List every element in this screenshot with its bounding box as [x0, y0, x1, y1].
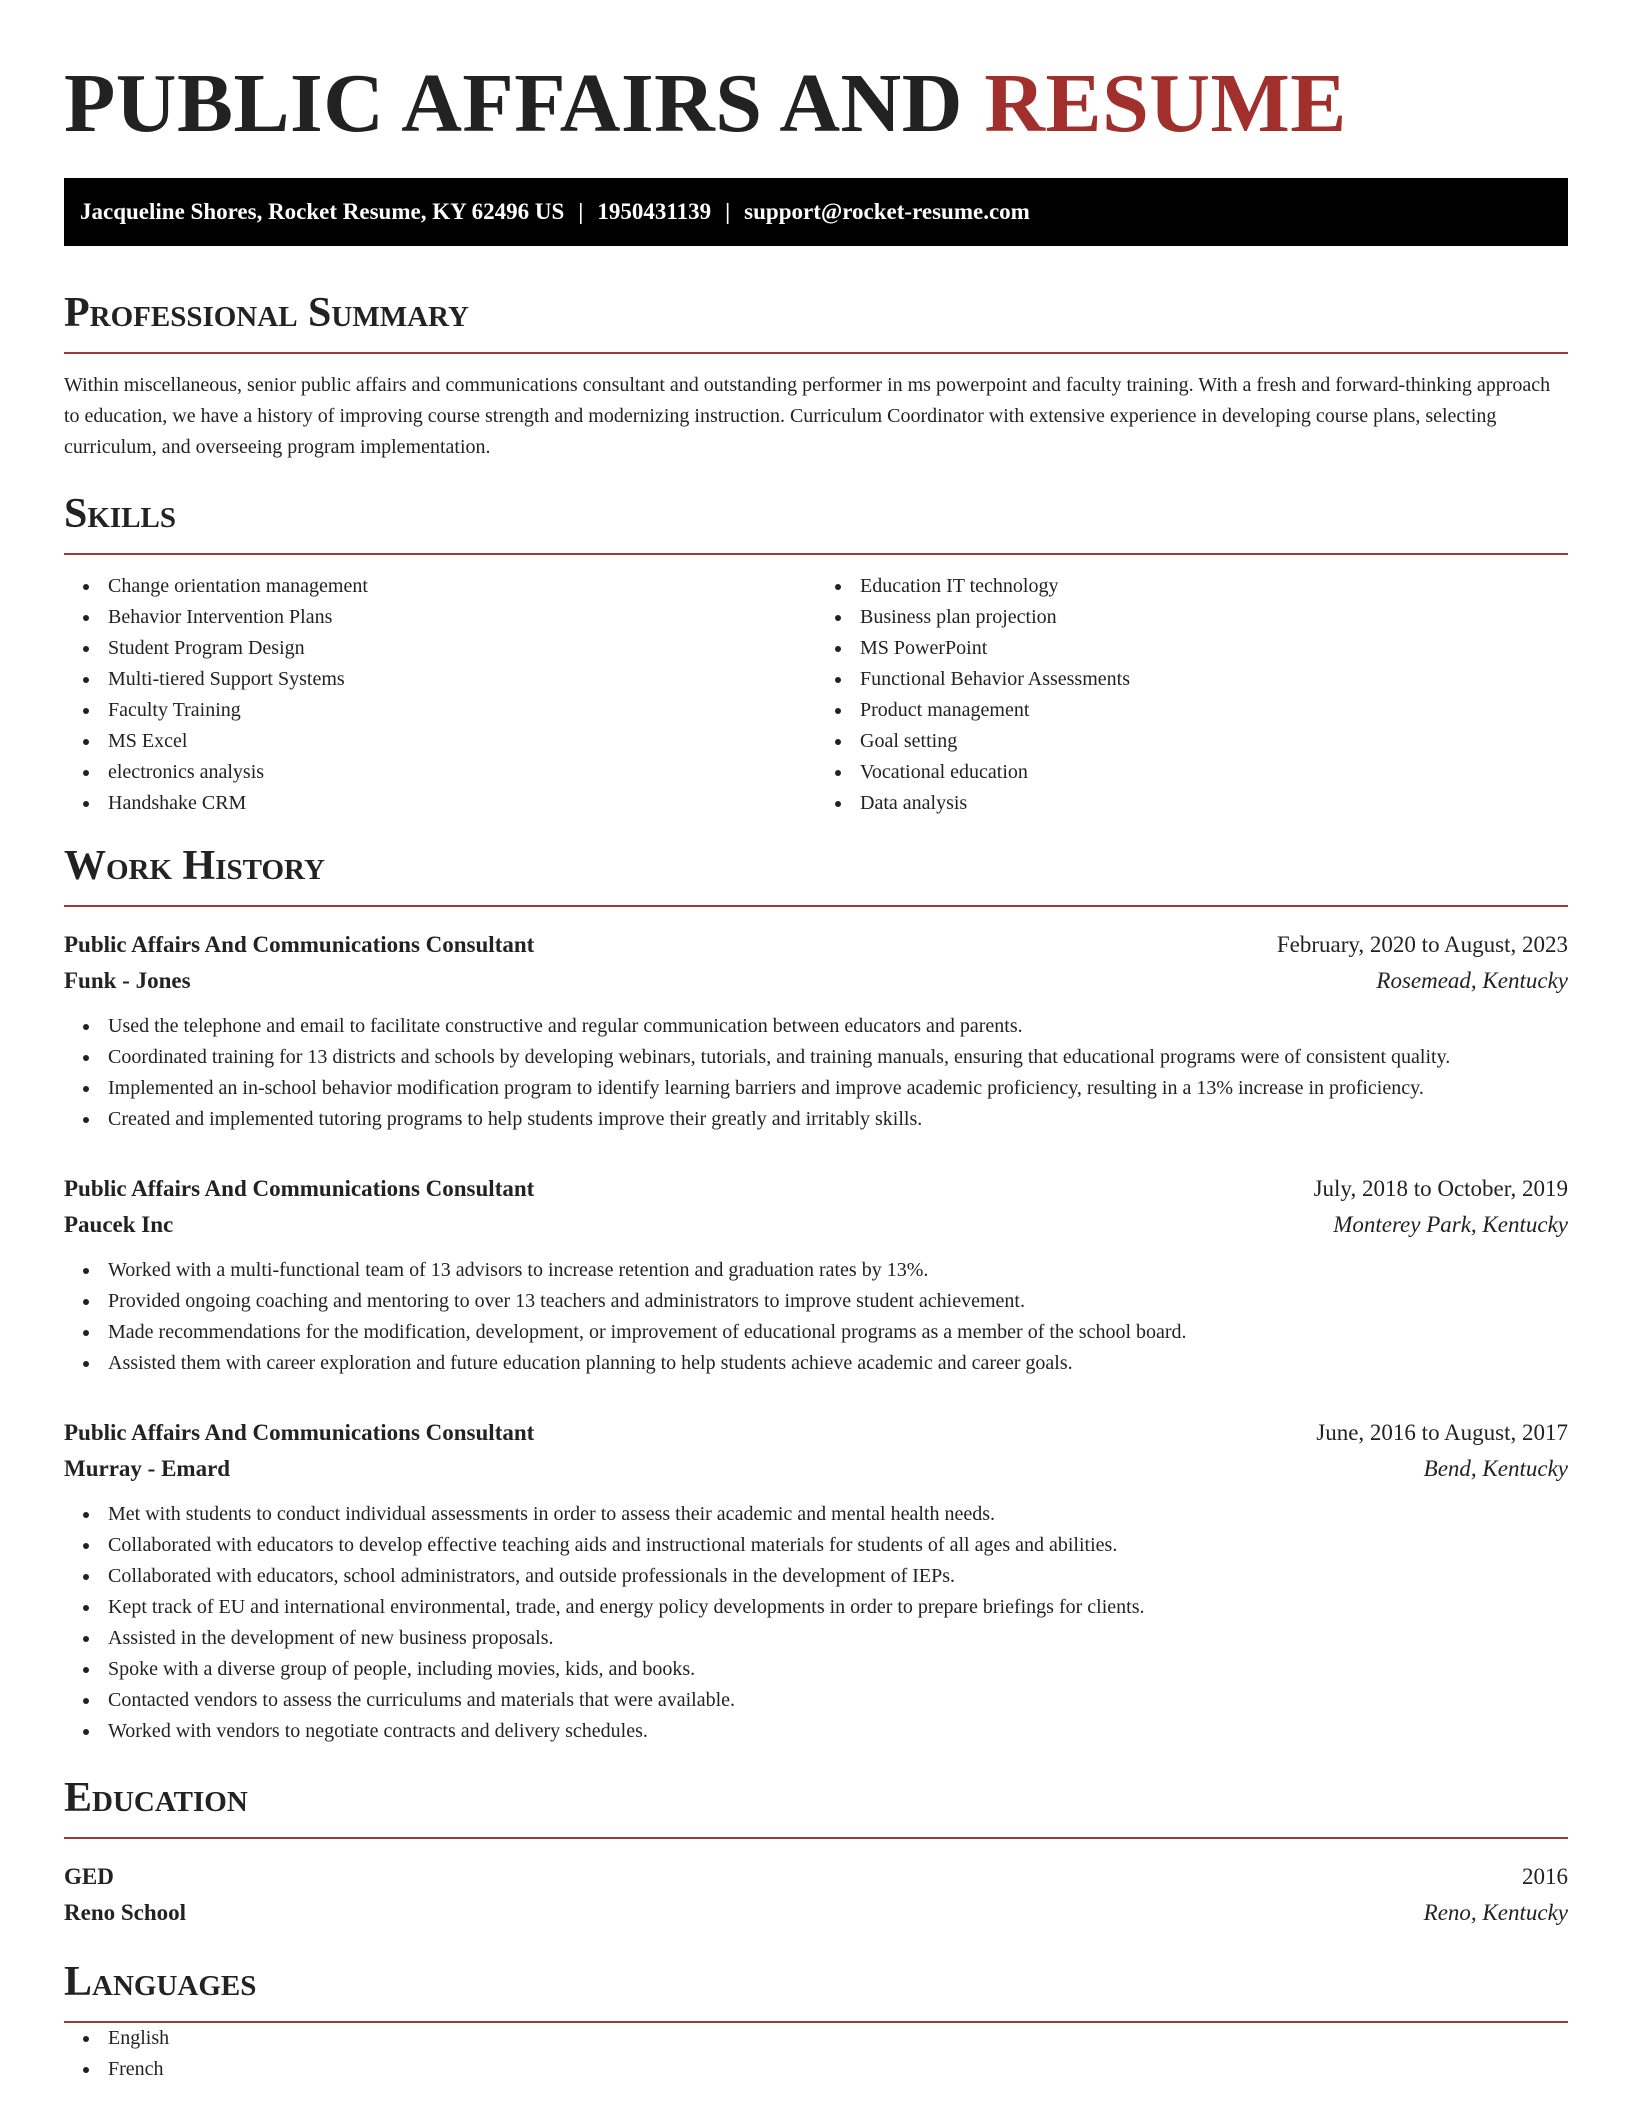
- education-entry: [64, 1859, 1568, 1931]
- skill-item: Faculty Training: [108, 695, 816, 726]
- language-item: English: [108, 2023, 1568, 2054]
- education-heading: Education: [64, 1773, 1568, 1839]
- job-bullets: [64, 1011, 1568, 1135]
- job-bullet: Collaborated with educators to develop effective teaching aids and instructional materials for students of all ages and abilities.: [108, 1530, 1568, 1561]
- resume-content: [64, 0, 1568, 2085]
- job-entry: [64, 1415, 1568, 1747]
- job-bullet: Assisted in the development of new business proposals.: [108, 1623, 1568, 1654]
- job-bullet: Collaborated with educators, school administrators, and outside professionals in the development of IEPs.: [108, 1561, 1568, 1592]
- skill-item: Behavior Intervention Plans: [108, 602, 816, 633]
- work-history-heading: Work History: [64, 841, 1568, 907]
- languages-list: [64, 2023, 1568, 2085]
- contact-address: Jacqueline Shores, Rocket Resume, KY 62496 US: [80, 199, 565, 224]
- title-main: PUBLIC AFFAIRS AND: [64, 57, 963, 150]
- skill-item: Multi-tiered Support Systems: [108, 664, 816, 695]
- skill-item: Change orientation management: [108, 571, 816, 602]
- job-bullet: Created and implemented tutoring programs to help students improve their greatly and irritably skills.: [108, 1104, 1568, 1135]
- job-title-row: [64, 927, 1568, 963]
- skills-list-right: [816, 571, 1568, 819]
- summary-text: Within miscellaneous, senior public affairs and communications consultant and outstanding performer in ms powerpoint and faculty training. With a fresh and forward-thinking approach to education, we have a history of improving course strength and modernizing instruction. Curriculum Coordinator with extensive experience in developing course plans, selecting curriculum, and overseeing program implementation.: [64, 374, 1551, 458]
- contact-email: support@rocket-resume.com: [744, 199, 1030, 224]
- job-location: Bend, Kentucky: [1423, 1456, 1568, 1481]
- job-entry: [64, 1171, 1568, 1379]
- job-bullet: Provided ongoing coaching and mentoring to over 13 teachers and administrators to improve student achievement.: [108, 1286, 1568, 1317]
- job-bullets: [64, 1499, 1568, 1747]
- job-bullet: Used the telephone and email to facilitate constructive and regular communication between educators and parents.: [108, 1011, 1568, 1042]
- education-degree: GED: [64, 1864, 114, 1889]
- education-year: 2016: [1522, 1864, 1568, 1889]
- job-company-row: [64, 963, 1568, 999]
- job-bullet: Implemented an in-school behavior modification program to identify learning barriers and improve academic proficiency, resulting in a 13% increase in proficiency.: [108, 1073, 1568, 1104]
- skill-item: Goal setting: [860, 726, 1568, 757]
- job-title-row: [64, 1415, 1568, 1451]
- contact-separator: |: [725, 199, 731, 224]
- skill-item: MS PowerPoint: [860, 633, 1568, 664]
- job-bullet: Met with students to conduct individual assessments in order to assess their academic and mental health needs.: [108, 1499, 1568, 1530]
- education-school: Reno School: [64, 1900, 187, 1925]
- skills-list-left: [64, 571, 816, 819]
- job-bullet: Contacted vendors to assess the curriculums and materials that were available.: [108, 1685, 1568, 1716]
- skill-item: Vocational education: [860, 757, 1568, 788]
- contact-separator: |: [578, 199, 584, 224]
- job-title-row: [64, 1171, 1568, 1207]
- job-dates: February, 2020 to August, 2023: [1276, 932, 1568, 957]
- job-bullet: Made recommendations for the modification, development, or improvement of educational programs as a member of the school board.: [108, 1317, 1568, 1348]
- contact-phone: 1950431139: [597, 199, 712, 224]
- job-company: Paucek Inc: [64, 1212, 174, 1237]
- language-item: French: [108, 2054, 1568, 2085]
- job-entry: [64, 927, 1568, 1135]
- skill-item: Data analysis: [860, 788, 1568, 819]
- job-bullet: Spoke with a diverse group of people, including movies, kids, and books.: [108, 1654, 1568, 1685]
- skill-item: Handshake CRM: [108, 788, 816, 819]
- skill-item: Student Program Design: [108, 633, 816, 664]
- job-company-row: [64, 1451, 1568, 1487]
- job-location: Rosemead, Kentucky: [1376, 968, 1568, 993]
- skill-item: Education IT technology: [860, 571, 1568, 602]
- skill-item: Business plan projection: [860, 602, 1568, 633]
- job-bullet: Coordinated training for 13 districts and schools by developing webinars, tutorials, and training manuals, ensuring that educational programs were of consistent quality.: [108, 1042, 1568, 1073]
- summary-heading: Professional Summary: [64, 288, 1568, 354]
- skill-item: Functional Behavior Assessments: [860, 664, 1568, 695]
- job-role: Public Affairs And Communications Consultant: [64, 1176, 535, 1201]
- education-location: Reno, Kentucky: [1423, 1900, 1568, 1925]
- job-role: Public Affairs And Communications Consultant: [64, 932, 535, 957]
- job-dates: July, 2018 to October, 2019: [1313, 1176, 1568, 1201]
- job-location: Monterey Park, Kentucky: [1333, 1212, 1568, 1237]
- job-bullets: [64, 1255, 1568, 1379]
- job-bullet: Worked with a multi-functional team of 13 advisors to increase retention and graduation rates by 13%.: [108, 1255, 1568, 1286]
- education-school-row: [64, 1895, 1568, 1931]
- job-bullet: Kept track of EU and international environmental, trade, and energy policy developments in order to prepare briefings for clients.: [108, 1592, 1568, 1623]
- education-degree-row: [64, 1859, 1568, 1895]
- skills-heading: Skills: [64, 489, 1568, 555]
- job-bullet: Assisted them with career exploration and future education planning to help students achieve academic and career goals.: [108, 1348, 1568, 1379]
- job-company-row: [64, 1207, 1568, 1243]
- skills-column-right: [816, 571, 1568, 819]
- skills-grid: [64, 571, 1568, 819]
- resume-title: [64, 57, 1568, 150]
- job-dates: June, 2016 to August, 2017: [1316, 1420, 1568, 1445]
- job-bullet: Worked with vendors to negotiate contracts and delivery schedules.: [108, 1716, 1568, 1747]
- skill-item: Product management: [860, 695, 1568, 726]
- job-role: Public Affairs And Communications Consultant: [64, 1420, 535, 1445]
- skills-column-left: [64, 571, 816, 819]
- title-accent: RESUME: [984, 57, 1347, 150]
- job-company: Murray - Emard: [64, 1456, 231, 1481]
- skill-item: MS Excel: [108, 726, 816, 757]
- languages-heading: Languages: [64, 1957, 1568, 2023]
- skill-item: electronics analysis: [108, 757, 816, 788]
- job-company: Funk - Jones: [64, 968, 191, 993]
- contact-bar: [64, 178, 1568, 246]
